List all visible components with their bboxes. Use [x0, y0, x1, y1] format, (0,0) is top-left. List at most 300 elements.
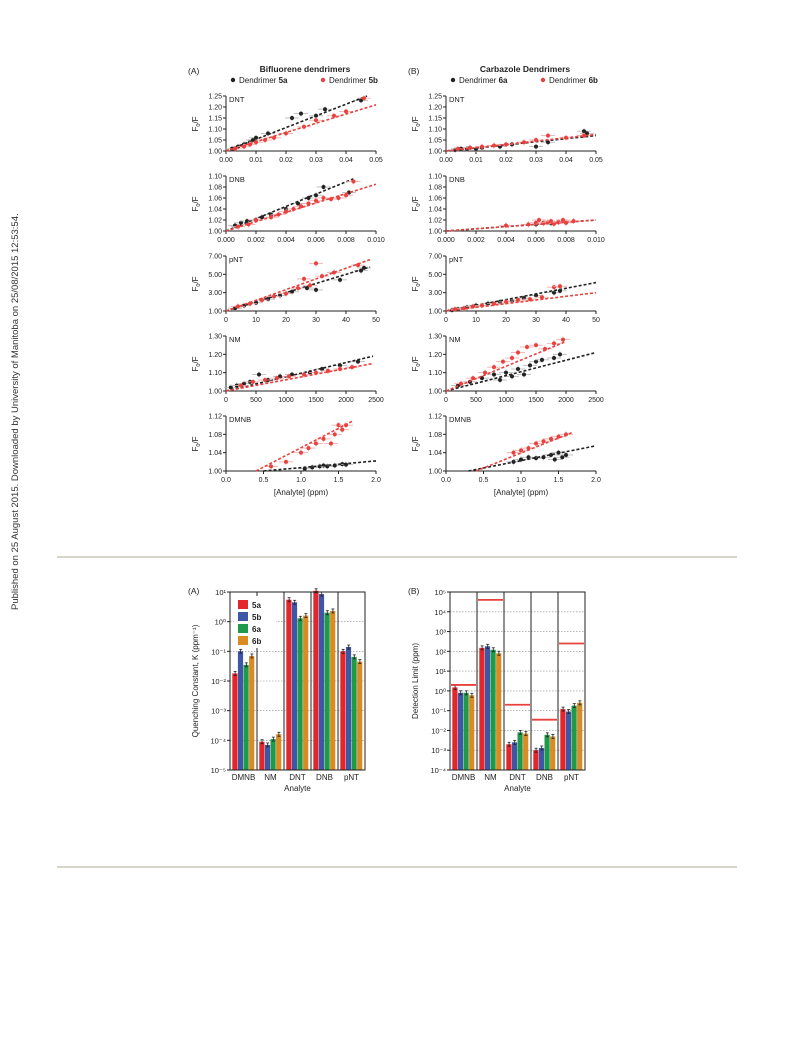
- data-point-6a: [498, 378, 502, 382]
- y-tick-label: 10⁻⁵: [210, 766, 226, 775]
- panel-title: Bifluorene dendrimers: [259, 64, 351, 74]
- category-label: DNT: [509, 773, 526, 782]
- legend-swatch: [238, 636, 248, 645]
- x-tick-label: 0.01: [469, 157, 483, 164]
- y-tick-label: 1.04: [428, 450, 442, 458]
- y-tick-label: 1.00: [208, 228, 222, 236]
- bar-5a-NM: [479, 648, 484, 770]
- fit-line-5a: [226, 96, 367, 151]
- category-label: pNT: [343, 773, 360, 782]
- bar-legend: [234, 596, 276, 648]
- x-tick-label: 0.000: [437, 237, 455, 244]
- y-tick-label: 10¹: [215, 588, 226, 597]
- fit-line-5b: [226, 260, 370, 311]
- x-tick-label: 0.004: [497, 237, 515, 244]
- bar-6a-DMNB: [464, 693, 469, 770]
- x-tick-label: 1.5: [333, 477, 344, 484]
- y-tick-label: 10⁻³: [211, 706, 226, 716]
- x-tick-label: 30: [532, 317, 540, 324]
- category-label: pNT: [563, 773, 580, 782]
- bar-5a-DNB: [313, 591, 318, 770]
- legend-entry: Dendrimer 6b: [549, 76, 598, 85]
- y-tick-label: 7.00: [208, 253, 222, 261]
- data-point-5b: [308, 283, 312, 287]
- x-tick-label: 30: [312, 317, 320, 324]
- data-point-5b: [284, 460, 288, 464]
- data-point-6b: [542, 439, 546, 443]
- bar-6a-DNB: [325, 613, 330, 770]
- subplot-B-DNB: [411, 174, 605, 245]
- y-tick-label: 1.00: [428, 228, 442, 236]
- y-tick-label: 1.05: [428, 137, 442, 145]
- analyte-label: NM: [229, 335, 241, 344]
- category-label: DNB: [316, 773, 333, 782]
- bar-6b-DNB: [550, 736, 555, 770]
- data-point-5b: [302, 277, 306, 281]
- legend-entry: Dendrimer 5a: [239, 76, 288, 85]
- bar-5b-DNB: [539, 748, 544, 770]
- y-tick-label: 1.20: [428, 104, 442, 112]
- fit-line-5a: [226, 356, 373, 391]
- bar-5a-DNT: [286, 600, 291, 770]
- data-point-6a: [558, 352, 562, 356]
- y-tick-label: 10⁻²: [431, 726, 446, 736]
- separator-top: [57, 556, 737, 558]
- y-tick-label: 1.08: [428, 184, 442, 192]
- subplot-A-pNT: [191, 254, 380, 325]
- data-point-5a: [290, 116, 294, 120]
- data-point-5b: [296, 286, 300, 290]
- category-label: NM: [264, 773, 277, 782]
- data-point-6b: [492, 365, 496, 369]
- bar-5a-NM: [259, 742, 264, 770]
- y-tick-label: 1.00: [208, 388, 222, 396]
- data-point-5b: [314, 442, 318, 446]
- y-axis-label: $F_0/F$: [191, 276, 202, 292]
- y-axis-label: $F_0/F$: [411, 356, 422, 372]
- x-tick-label: 40: [342, 317, 350, 324]
- y-axis-label: $F_0/F$: [411, 116, 422, 132]
- y-tick-label: 10²: [435, 647, 446, 657]
- x-tick-label: 2000: [558, 397, 574, 404]
- data-point-6b: [546, 134, 550, 138]
- x-tick-label: 0.0: [441, 477, 451, 484]
- bar-5a-DMNB: [452, 687, 457, 770]
- y-tick-label: 1.08: [428, 431, 442, 439]
- x-tick-label: 20: [282, 317, 290, 324]
- y-tick-label: 1.20: [428, 351, 442, 359]
- subplot-A-DMNB: [191, 414, 381, 498]
- y-tick-label: 1.00: [428, 468, 442, 476]
- bar-5b-pNT: [346, 647, 351, 770]
- data-point-5b: [272, 294, 276, 298]
- data-point-5b: [329, 442, 333, 446]
- x-tick-label: 0.05: [589, 157, 603, 164]
- x-tick-label: 40: [562, 317, 570, 324]
- x-axis-label: [Analyte] (ppm): [273, 488, 329, 497]
- data-point-5b: [269, 464, 273, 468]
- bar-6b-DMNB: [469, 695, 474, 770]
- y-tick-label: 10⁻⁴: [210, 736, 226, 746]
- fit-line-5b: [256, 421, 354, 471]
- y-axis-label: Detection Limit (ppm): [411, 642, 420, 720]
- bar-5b-NM: [265, 745, 270, 770]
- x-tick-label: 1.0: [516, 477, 526, 484]
- x-tick-label: 1.0: [296, 477, 306, 484]
- y-tick-label: 10⁴: [434, 607, 446, 617]
- y-tick-label: 1.12: [428, 413, 442, 421]
- data-point-6a: [564, 453, 568, 457]
- fit-line-6b: [446, 293, 596, 311]
- y-tick-label: 1.12: [208, 413, 222, 421]
- bar-5a-pNT: [340, 651, 345, 770]
- y-tick-label: 10³: [435, 627, 446, 637]
- x-tick-label: 1500: [528, 397, 544, 404]
- y-tick-label: 1.00: [208, 308, 222, 316]
- data-point-5a: [323, 107, 327, 111]
- x-tick-label: 500: [250, 397, 262, 404]
- category-label: DMNB: [231, 773, 256, 782]
- data-point-5b: [239, 384, 243, 388]
- y-tick-label: 10⁻¹: [211, 647, 226, 657]
- x-axis-label: Analyte: [284, 784, 311, 793]
- panel-label: (A): [188, 586, 200, 596]
- y-tick-label: 1.10: [428, 126, 442, 134]
- data-point-5a: [305, 286, 309, 290]
- panel-label: (B): [408, 66, 420, 76]
- bar-5a-pNT: [560, 709, 565, 770]
- fit-line-6b: [446, 135, 596, 152]
- legend-marker: [321, 78, 325, 82]
- category-label: DNT: [289, 773, 306, 782]
- analyte-label: DNT: [449, 95, 465, 104]
- y-tick-label: 1.10: [428, 370, 442, 378]
- bar-5a-DMNB: [232, 673, 237, 770]
- bar-6a-DMNB: [244, 665, 249, 770]
- category-label: NM: [484, 773, 497, 782]
- data-point-6a: [553, 458, 557, 462]
- data-point-5b: [332, 114, 336, 118]
- bar-6a-pNT: [572, 706, 577, 770]
- x-tick-label: 20: [502, 317, 510, 324]
- x-tick-label: 2.0: [371, 477, 381, 484]
- y-tick-label: 1.00: [428, 308, 442, 316]
- data-point-6b: [534, 442, 538, 446]
- analyte-label: pNT: [449, 255, 464, 264]
- y-tick-label: 1.25: [208, 93, 222, 101]
- x-tick-label: 0.002: [467, 237, 485, 244]
- y-tick-label: 1.08: [208, 184, 222, 192]
- y-tick-label: 1.20: [208, 104, 222, 112]
- y-axis-label: $F_0/F$: [191, 196, 202, 212]
- y-tick-label: 3.00: [208, 290, 222, 298]
- subplot-B-DMNB: [411, 414, 601, 498]
- legend-swatch: [238, 600, 248, 609]
- x-tick-label: 0.03: [529, 157, 543, 164]
- bar-6a-DNB: [545, 735, 550, 770]
- subplot-A-DNB: [191, 174, 385, 245]
- bar-5b-DMNB: [238, 651, 243, 770]
- x-tick-label: 0.02: [279, 157, 293, 164]
- bar-6b-DNT: [523, 734, 528, 770]
- y-tick-label: 10⁻²: [211, 677, 226, 686]
- figure-bar-charts: [180, 580, 620, 810]
- y-axis-label: Quenching Constant, K (ppm⁻¹): [191, 624, 200, 738]
- x-tick-label: 0.0: [221, 477, 231, 484]
- data-point-5a: [314, 288, 318, 292]
- data-point-6a: [504, 371, 508, 375]
- bar-6a-NM: [271, 739, 276, 770]
- y-tick-label: 10⁵: [434, 588, 446, 597]
- x-tick-label: 0.002: [247, 237, 265, 244]
- download-notice: Published on 25 August 2015. Downloaded by University of Manitoba on 25/08/2015 12:53:54.: [10, 213, 21, 610]
- bar-6b-DNB: [330, 611, 335, 770]
- data-point-5b: [263, 378, 267, 382]
- x-tick-label: 2500: [588, 397, 604, 404]
- subplot-A-NM: [191, 334, 384, 405]
- y-tick-label: 1.10: [208, 126, 222, 134]
- data-point-6a: [552, 291, 556, 295]
- y-tick-label: 1.02: [428, 217, 442, 225]
- data-point-6b: [537, 218, 541, 222]
- separator-bottom: [57, 866, 737, 868]
- legend-label: 5a: [252, 601, 261, 610]
- x-tick-label: 1500: [308, 397, 324, 404]
- data-point-6a: [552, 356, 556, 360]
- x-tick-label: 1000: [278, 397, 294, 404]
- data-point-5b: [299, 451, 303, 455]
- y-tick-label: 1.25: [428, 93, 442, 101]
- bar-chart-B: [408, 586, 585, 793]
- bar-6b-pNT: [577, 703, 582, 770]
- y-tick-label: 5.00: [208, 271, 222, 279]
- category-label: DNB: [536, 773, 553, 782]
- bar-5b-DMNB: [458, 693, 463, 770]
- x-tick-label: 0.04: [559, 157, 573, 164]
- legend-swatch: [238, 612, 248, 621]
- y-tick-label: 1.00: [428, 148, 442, 156]
- y-tick-label: 10¹: [435, 667, 446, 677]
- x-tick-label: 0.00: [439, 157, 453, 164]
- data-point-6a: [522, 373, 526, 377]
- bar-chart-A: [188, 586, 365, 793]
- x-tick-label: 0.006: [527, 237, 545, 244]
- analyte-label: NM: [449, 335, 461, 344]
- data-point-5b: [352, 180, 356, 184]
- data-point-6a: [540, 358, 544, 362]
- y-tick-label: 1.04: [428, 206, 442, 214]
- bar-6b-DMNB: [249, 656, 254, 770]
- analyte-label: DNB: [449, 175, 465, 184]
- data-point-5b: [284, 292, 288, 296]
- fit-line-6a: [446, 353, 596, 392]
- data-point-6a: [560, 455, 564, 459]
- subplot-B-NM: [411, 334, 604, 405]
- data-point-5b: [333, 432, 337, 436]
- data-point-5b: [251, 380, 255, 384]
- x-tick-label: 0.5: [478, 477, 489, 484]
- data-point-6b: [534, 343, 538, 347]
- x-tick-label: 0.5: [258, 477, 269, 484]
- bar-5b-DNT: [512, 742, 517, 770]
- x-tick-label: 1000: [498, 397, 514, 404]
- bar-6a-NM: [491, 650, 496, 770]
- data-point-6b: [501, 360, 505, 364]
- y-tick-label: 10⁰: [214, 617, 226, 627]
- y-tick-label: 1.00: [428, 388, 442, 396]
- y-axis-label: $F_0/F$: [411, 276, 422, 292]
- panel-label: (B): [408, 586, 420, 596]
- y-tick-label: 10⁰: [434, 686, 446, 696]
- y-tick-label: 1.02: [208, 217, 222, 225]
- fit-line-5a: [226, 179, 354, 231]
- subplot-B-pNT: [411, 254, 600, 325]
- y-axis-label: $F_0/F$: [411, 436, 422, 452]
- y-tick-label: 1.06: [428, 195, 442, 203]
- y-tick-label: 1.06: [208, 195, 222, 203]
- data-point-5a: [322, 185, 326, 189]
- x-tick-label: 0.010: [587, 237, 605, 244]
- y-tick-label: 1.10: [428, 173, 442, 181]
- x-tick-label: 0.006: [307, 237, 325, 244]
- data-point-6b: [510, 356, 514, 360]
- x-tick-label: 0: [444, 317, 448, 324]
- y-tick-label: 1.00: [208, 148, 222, 156]
- data-point-5b: [362, 96, 366, 100]
- bar-6a-DNT: [298, 618, 303, 770]
- data-point-6a: [492, 373, 496, 377]
- data-point-6b: [516, 351, 520, 355]
- y-tick-label: 10⁻³: [431, 746, 446, 756]
- x-tick-label: 0.01: [249, 157, 263, 164]
- data-point-6b: [525, 345, 529, 349]
- analyte-label: pNT: [229, 255, 244, 264]
- x-tick-label: 10: [252, 317, 260, 324]
- y-axis-label: $F_0/F$: [191, 116, 202, 132]
- analyte-label: DNT: [229, 95, 245, 104]
- data-point-6a: [528, 363, 532, 367]
- y-tick-label: 1.10: [208, 173, 222, 181]
- y-tick-label: 1.15: [428, 115, 442, 123]
- analyte-label: DNB: [229, 175, 245, 184]
- legend-entry: Dendrimer 6a: [459, 76, 508, 85]
- data-point-5a: [257, 373, 261, 377]
- legend-marker: [451, 78, 455, 82]
- legend-marker: [541, 78, 545, 82]
- y-tick-label: 1.00: [208, 468, 222, 476]
- panel-title: Carbazole Dendrimers: [479, 64, 571, 74]
- bar-5b-NM: [485, 646, 490, 770]
- data-point-5a: [299, 112, 303, 116]
- y-tick-label: 1.30: [428, 333, 442, 341]
- data-point-5a: [338, 278, 342, 282]
- y-tick-label: 1.05: [208, 137, 222, 145]
- data-point-5b: [314, 261, 318, 265]
- data-point-5b: [307, 446, 311, 450]
- x-tick-label: 2000: [338, 397, 354, 404]
- fit-line-6b: [446, 220, 596, 231]
- x-axis-label: Analyte: [504, 784, 531, 793]
- y-axis-label: $F_0/F$: [191, 436, 202, 452]
- legend-label: 6a: [252, 625, 261, 634]
- y-tick-label: 1.10: [208, 370, 222, 378]
- y-tick-label: 1.15: [208, 115, 222, 123]
- analyte-label: DMNB: [449, 415, 472, 424]
- data-point-6b: [552, 341, 556, 345]
- bar-5b-DNT: [292, 602, 297, 770]
- legend-marker: [231, 78, 235, 82]
- data-point-6b: [561, 338, 565, 342]
- y-tick-label: 5.00: [428, 271, 442, 279]
- legend-swatch: [238, 624, 248, 633]
- category-label: DMNB: [451, 773, 476, 782]
- y-tick-label: 1.30: [208, 333, 222, 341]
- bar-6b-DNT: [303, 616, 308, 770]
- x-tick-label: 0.010: [367, 237, 385, 244]
- y-tick-label: 1.04: [208, 206, 222, 214]
- x-tick-label: 0: [224, 317, 228, 324]
- x-tick-label: 0.000: [217, 237, 235, 244]
- x-tick-label: 0.008: [337, 237, 355, 244]
- x-tick-label: 2.0: [591, 477, 601, 484]
- y-tick-label: 7.00: [428, 253, 442, 261]
- figure-stern-volmer-plots: [180, 60, 620, 510]
- x-tick-label: 0.02: [499, 157, 513, 164]
- bar-5b-pNT: [566, 712, 571, 770]
- data-point-5b: [314, 118, 318, 122]
- x-tick-label: 50: [372, 317, 380, 324]
- y-tick-label: 3.00: [428, 290, 442, 298]
- y-tick-label: 1.20: [208, 351, 222, 359]
- x-tick-label: 1.5: [553, 477, 564, 484]
- x-tick-label: 50: [592, 317, 600, 324]
- x-tick-label: 500: [470, 397, 482, 404]
- x-tick-label: 0.004: [277, 237, 295, 244]
- x-axis-label: [Analyte] (ppm): [493, 488, 549, 497]
- data-point-6b: [558, 284, 562, 288]
- data-point-6b: [561, 218, 565, 222]
- data-point-5b: [322, 437, 326, 441]
- x-tick-label: 2500: [368, 397, 384, 404]
- subplot-B-DNT: [411, 94, 603, 165]
- bar-5a-DNB: [533, 750, 538, 770]
- data-point-6a: [516, 367, 520, 371]
- x-tick-label: 0: [444, 397, 448, 404]
- x-tick-label: 10: [472, 317, 480, 324]
- x-tick-label: 0.03: [309, 157, 323, 164]
- y-axis-label: $F_0/F$: [191, 356, 202, 372]
- fit-line-5a: [264, 461, 377, 471]
- subplot-A-DNT: [191, 94, 383, 165]
- analyte-label: DMNB: [229, 415, 252, 424]
- legend-label: 6b: [252, 637, 262, 646]
- data-point-5b: [287, 374, 291, 378]
- y-tick-label: 10⁻⁴: [430, 766, 446, 775]
- data-point-6b: [552, 285, 556, 289]
- fit-line-5b: [226, 364, 373, 392]
- data-point-6a: [534, 145, 538, 149]
- y-tick-label: 10⁻¹: [431, 706, 446, 716]
- panel-label: (A): [188, 66, 200, 76]
- x-tick-label: 0.008: [557, 237, 575, 244]
- y-axis-label: $F_0/F$: [411, 196, 422, 212]
- bar-6b-NM: [276, 734, 281, 770]
- data-point-5b: [340, 428, 344, 432]
- y-tick-label: 1.04: [208, 450, 222, 458]
- bar-6a-DNT: [518, 732, 523, 770]
- x-tick-label: 0.05: [369, 157, 383, 164]
- legend-entry: Dendrimer 5b: [329, 76, 378, 85]
